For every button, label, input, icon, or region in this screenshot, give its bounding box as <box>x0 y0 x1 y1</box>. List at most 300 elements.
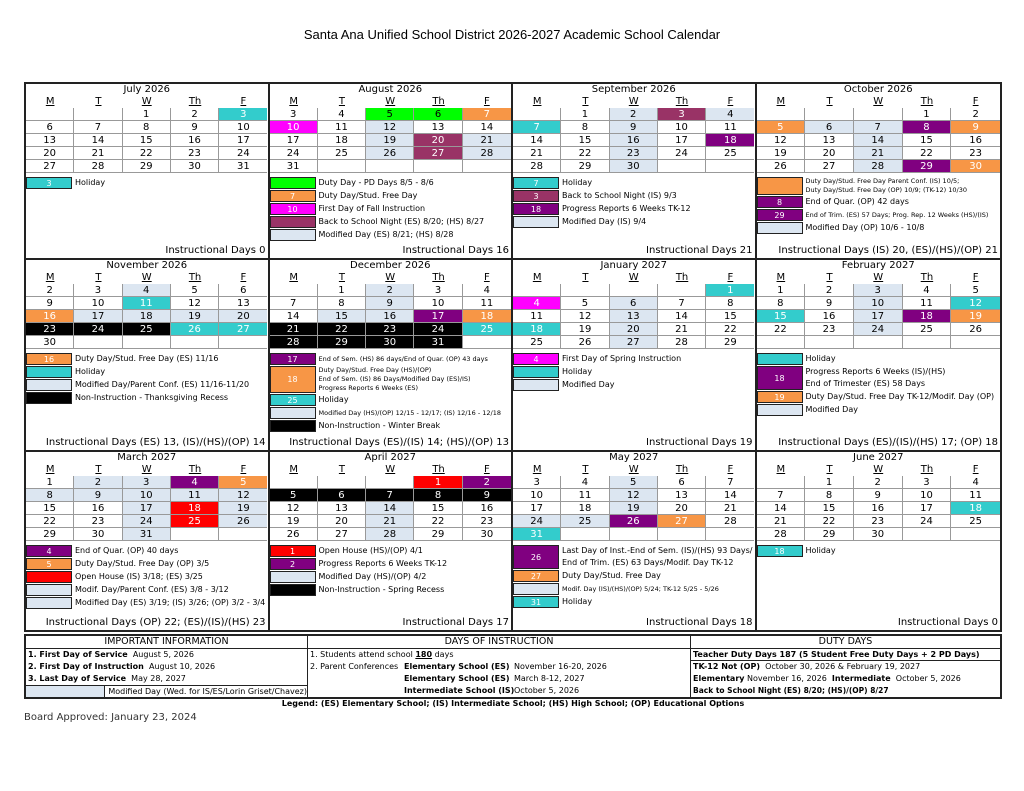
day-cell: 28 <box>854 160 903 173</box>
month-name: December 2026 <box>350 260 431 271</box>
legend-item <box>270 394 512 406</box>
instructional-days: Instructional Days 16 <box>402 245 509 256</box>
weekday-label: Th <box>432 272 445 283</box>
legend-swatch: 18 <box>270 366 316 393</box>
legend-item <box>757 222 1001 234</box>
day-cell: 13 <box>26 134 74 147</box>
day-cell: 26 <box>757 160 806 173</box>
date-3: October 5, 2026 <box>514 686 580 695</box>
day-cell: 12 <box>366 121 414 134</box>
day-cell: 4 <box>513 297 561 310</box>
weekday-label: M <box>776 464 786 475</box>
month-name: April 2027 <box>364 452 416 463</box>
legend-swatch: 17 <box>270 353 316 365</box>
day-cell: 9 <box>951 121 1000 134</box>
day-cell: 4 <box>903 284 952 297</box>
day-cell: 3 <box>414 284 462 297</box>
weekday-label: T <box>582 272 589 283</box>
day-cell: 12 <box>951 297 1000 310</box>
day-cell: 1 <box>805 476 854 489</box>
day-cell: 13 <box>219 297 267 310</box>
day-cell: 20 <box>414 134 462 147</box>
legend-item <box>270 216 512 228</box>
day-cell: 3 <box>854 284 903 297</box>
legend-item <box>26 584 268 596</box>
first-day-service-label: 1. First Day of Service <box>28 650 128 659</box>
day-cell: 23 <box>951 147 1000 160</box>
day-cell: 4 <box>123 284 171 297</box>
legend-item <box>513 596 755 608</box>
legend-text: Modified Day (IS) 9/4 <box>562 217 647 226</box>
month-legend <box>757 177 1001 244</box>
day-cell: 14 <box>658 310 706 323</box>
day-cell: 11 <box>171 489 219 502</box>
day-cell: 14 <box>757 502 806 515</box>
weekday-label: M <box>289 464 298 475</box>
week-row <box>26 528 268 541</box>
day-cell: 24 <box>270 147 318 160</box>
legend-item <box>513 216 755 228</box>
day-cell: 10 <box>658 121 706 134</box>
week-row <box>26 310 268 323</box>
day-cell: 3 <box>270 108 318 121</box>
day-cell <box>658 160 706 173</box>
legend-swatch <box>757 177 803 195</box>
legend-text: Holiday <box>562 178 593 187</box>
day-cell: 8 <box>561 121 609 134</box>
day-cell: 15 <box>757 310 806 323</box>
day-cell: 17 <box>854 310 903 323</box>
day-cell: 31 <box>123 528 171 541</box>
week-row <box>513 284 755 297</box>
day-cell: 4 <box>706 108 754 121</box>
last-day-service: May 28, 2027 <box>131 674 186 683</box>
weekday-label: F <box>727 272 734 283</box>
day-cell: 29 <box>561 160 609 173</box>
day-cell: 20 <box>318 515 366 528</box>
day-cell: 11 <box>706 121 754 134</box>
day-cell: 8 <box>414 489 462 502</box>
legend-swatch: 10 <box>270 203 316 215</box>
legend-item <box>757 366 1001 390</box>
day-cell: 27 <box>414 147 462 160</box>
weekday-label: F <box>727 464 734 475</box>
day-cell: 16 <box>854 502 903 515</box>
day-cell: 5 <box>951 284 1000 297</box>
day-cell: 17 <box>74 310 122 323</box>
day-cell: 7 <box>463 108 511 121</box>
weekday-label: Th <box>920 96 934 107</box>
parent-conferences-label: 2. Parent Conferences <box>310 662 399 671</box>
day-cell: 23 <box>805 323 854 336</box>
modified-day-swatch <box>26 686 105 697</box>
week-row <box>270 489 512 502</box>
day-cell <box>26 108 74 121</box>
legend-swatch <box>26 571 72 583</box>
week-row <box>270 336 512 349</box>
day-cell: 22 <box>706 323 754 336</box>
day-cell: 24 <box>414 323 462 336</box>
legend-text: Progress Reports 6 Weeks TK-12 <box>562 204 691 213</box>
day-cell: 19 <box>610 502 658 515</box>
week-row <box>513 147 755 160</box>
day-cell: 17 <box>219 134 267 147</box>
day-cell: 2 <box>951 108 1000 121</box>
day-cell: 8 <box>805 489 854 502</box>
month-legend <box>757 545 1001 616</box>
day-cell: 10 <box>513 489 561 502</box>
day-cell: 20 <box>658 502 706 515</box>
day-cell: 24 <box>854 323 903 336</box>
day-cell <box>318 476 366 489</box>
day-cell: 23 <box>26 323 74 336</box>
day-cell: 2 <box>171 108 219 121</box>
day-cell: 5 <box>366 108 414 121</box>
day-cell: 15 <box>561 134 609 147</box>
day-cell: 25 <box>463 323 511 336</box>
week-row <box>757 476 1001 489</box>
weekday-label: T <box>826 272 833 283</box>
day-cell: 15 <box>903 134 952 147</box>
day-cell: 15 <box>123 134 171 147</box>
legend-swatch <box>270 584 316 596</box>
legend-item <box>757 391 1001 403</box>
weekday-label: W <box>385 272 396 283</box>
last-day-service-label: 3. Last Day of Service <box>28 674 127 683</box>
day-cell: 1 <box>414 476 462 489</box>
day-cell: 9 <box>463 489 511 502</box>
school-2: Elementary School (ES) <box>404 674 510 683</box>
day-cell: 7 <box>757 489 806 502</box>
day-cell: 22 <box>805 515 854 528</box>
day-cell <box>513 108 561 121</box>
weekday-label: W <box>873 96 884 107</box>
month-october-2026 <box>757 84 1001 260</box>
day-cell: 1 <box>903 108 952 121</box>
legend-swatch: 3 <box>26 177 72 189</box>
day-cell: 2 <box>610 108 658 121</box>
legend-item <box>757 545 1001 557</box>
day-cell: 1 <box>561 108 609 121</box>
day-cell: 29 <box>805 528 854 541</box>
day-cell: 3 <box>74 284 122 297</box>
day-cell <box>219 336 267 349</box>
day-cell: 14 <box>270 310 318 323</box>
weekday-label: Th <box>188 96 202 107</box>
weekday-label: M <box>532 272 542 283</box>
weekday-label: M <box>45 96 55 107</box>
day-cell: 15 <box>318 310 366 323</box>
legend-swatch: 16 <box>26 353 72 365</box>
day-cell: 25 <box>513 336 561 349</box>
day-cell: 23 <box>74 515 122 528</box>
day-cell <box>561 528 609 541</box>
weekday-label: W <box>385 464 396 475</box>
day-cell: 31 <box>513 528 561 541</box>
week-row <box>26 515 268 528</box>
day-cell: 6 <box>219 284 267 297</box>
month-legend <box>270 177 512 244</box>
month-june-2027 <box>757 452 1001 630</box>
duty-days <box>691 636 1000 697</box>
day-cell: 21 <box>658 323 706 336</box>
legend-item <box>513 583 755 595</box>
day-cell: 16 <box>951 134 1000 147</box>
legend-item <box>270 420 512 432</box>
weekday-header <box>757 464 1001 476</box>
month-legend <box>757 353 1001 436</box>
weekday-label: W <box>628 272 639 283</box>
weekday-label: W <box>873 464 884 475</box>
day-cell: 19 <box>219 502 267 515</box>
day-cell <box>366 476 414 489</box>
legend-text: Holiday <box>75 367 106 376</box>
day-cell: 10 <box>219 121 267 134</box>
weekday-label: W <box>628 464 639 475</box>
instructional-days: Instructional Days 21 <box>646 245 753 256</box>
weekday-label: T <box>95 272 102 283</box>
legend-item <box>757 209 1001 221</box>
day-cell: 18 <box>513 323 561 336</box>
day-cell: 18 <box>463 310 511 323</box>
instructional-days: Instructional Days (ES)/(IS)/(HS) 17; (OP) 18 <box>778 437 998 448</box>
day-cell: 2 <box>463 476 511 489</box>
legend-item <box>270 558 512 570</box>
day-cell: 9 <box>366 297 414 310</box>
day-cell: 26 <box>219 515 267 528</box>
legend-text: Modified Day <box>562 380 615 389</box>
legend-item <box>26 571 268 583</box>
week-row <box>26 476 268 489</box>
day-cell: 2 <box>805 284 854 297</box>
day-cell: 7 <box>706 476 754 489</box>
day-cell: 7 <box>854 121 903 134</box>
day-cell: 10 <box>74 297 122 310</box>
legend-swatch: 29 <box>757 209 803 221</box>
weekday-label: T <box>826 96 833 107</box>
week-row <box>513 134 755 147</box>
week-row <box>26 323 268 336</box>
legend-text: End of Quar. (OP) 42 days <box>805 197 909 206</box>
day-cell: 19 <box>951 310 1000 323</box>
legend-text: Holiday <box>805 354 836 363</box>
attend-days: 180 <box>415 650 433 659</box>
day-cell: 20 <box>805 147 854 160</box>
day-cell: 4 <box>561 476 609 489</box>
legend-swatch <box>513 366 559 378</box>
day-cell: 5 <box>171 284 219 297</box>
day-cell: 21 <box>270 323 318 336</box>
weekday-header <box>757 96 1001 108</box>
month-name: May 2027 <box>609 452 659 463</box>
legend-swatch <box>270 216 316 228</box>
legend-swatch <box>513 583 559 595</box>
day-cell: 26 <box>366 147 414 160</box>
day-cell: 25 <box>123 323 171 336</box>
month-legend <box>513 545 755 616</box>
day-cell: 26 <box>951 323 1000 336</box>
day-cell: 15 <box>805 502 854 515</box>
day-cell <box>805 108 854 121</box>
week-row <box>513 489 755 502</box>
day-cell: 28 <box>513 160 561 173</box>
day-cell: 18 <box>318 134 366 147</box>
legend-swatch <box>270 420 316 432</box>
day-cell: 2 <box>74 476 122 489</box>
day-cell: 17 <box>658 134 706 147</box>
legend-swatch <box>26 584 72 596</box>
weekday-label: F <box>483 272 490 283</box>
legend-text: Open House (IS) 3/18; (ES) 3/25 <box>75 572 203 581</box>
day-cell: 6 <box>805 121 854 134</box>
legend-text: Duty Day/Stud. Free Day (OP) 3/5 <box>75 559 210 568</box>
weekday-label: F <box>972 272 979 283</box>
day-cell: 27 <box>658 515 706 528</box>
day-cell: 3 <box>123 476 171 489</box>
day-cell <box>951 336 1000 349</box>
day-cell: 23 <box>463 515 511 528</box>
legend-item <box>26 597 268 609</box>
day-cell: 11 <box>903 297 952 310</box>
weekday-label: M <box>45 464 55 475</box>
day-cell: 11 <box>463 297 511 310</box>
day-cell: 23 <box>366 323 414 336</box>
month-legend <box>26 177 268 244</box>
month-july-2026 <box>26 84 270 260</box>
day-cell <box>463 160 511 173</box>
day-cell: 11 <box>513 310 561 323</box>
legend-swatch: 27 <box>513 570 559 582</box>
page-title: Santa Ana Unified School District 2026-2027 Academic School Calendar <box>303 27 721 42</box>
day-cell: 6 <box>318 489 366 502</box>
legend-item <box>26 366 268 378</box>
day-cell: 5 <box>757 121 806 134</box>
day-cell: 30 <box>74 528 122 541</box>
weekday-header <box>270 464 512 476</box>
day-cell: 12 <box>219 489 267 502</box>
week-row <box>270 284 512 297</box>
week-row <box>513 336 755 349</box>
week-row <box>513 502 755 515</box>
weekday-label: M <box>289 96 298 107</box>
legend-item <box>513 203 755 215</box>
legend-item <box>270 366 512 393</box>
day-cell: 8 <box>903 121 952 134</box>
legend-item <box>270 584 512 596</box>
day-cell: 28 <box>74 160 122 173</box>
legend-swatch: 8 <box>757 196 803 208</box>
month-name: February 2027 <box>841 260 915 271</box>
weekday-label: F <box>483 96 490 107</box>
legend-item <box>513 190 755 202</box>
week-row <box>270 297 512 310</box>
tk12-dates: October 30, 2026 & February 19, 2027 <box>765 662 921 671</box>
weekday-header <box>757 272 1001 284</box>
day-cell <box>366 160 414 173</box>
weekday-header <box>513 96 755 108</box>
day-cell: 17 <box>513 502 561 515</box>
day-cell: 14 <box>706 489 754 502</box>
legend-item <box>270 190 512 202</box>
legend-text: Duty Day/Stud. Free Day TK-12/Modif. Day (OP) <box>805 392 995 401</box>
legend-swatch <box>26 366 72 378</box>
week-row <box>270 528 512 541</box>
weekday-label: F <box>972 96 979 107</box>
day-cell: 2 <box>366 284 414 297</box>
legend-text: Non-Instruction - Winter Break <box>318 421 441 430</box>
day-cell: 16 <box>171 134 219 147</box>
legend-text: Duty Day/Stud. Free Day Parent Conf. (IS) 10/5; Duty Day/Stud. Free Day (OP) 10/9; (TK-12) 10/30 <box>805 177 967 194</box>
weekday-header <box>513 272 755 284</box>
day-cell: 1 <box>757 284 806 297</box>
legend-swatch: 7 <box>513 177 559 189</box>
day-cell: 17 <box>903 502 952 515</box>
day-cell: 27 <box>805 160 854 173</box>
day-cell: 29 <box>414 528 462 541</box>
day-cell: 19 <box>171 310 219 323</box>
legend-item <box>757 404 1001 416</box>
week-row <box>513 121 755 134</box>
legend-item <box>513 177 755 189</box>
day-cell: 9 <box>610 121 658 134</box>
day-cell: 22 <box>414 515 462 528</box>
week-row <box>757 121 1001 134</box>
legend-text: Progress Reports 6 Weeks (IS)/(HS) End of Trimester (ES) 58 Days <box>805 367 946 388</box>
legend-item <box>270 571 512 583</box>
instructional-days: Instructional Days (OP) 22; (ES)/(IS)/(HS) 23 <box>45 617 266 628</box>
legend-text: Modified Day (OP) 10/6 - 10/8 <box>805 223 925 232</box>
day-cell <box>123 336 171 349</box>
month-name: October 2026 <box>843 84 913 95</box>
week-row <box>757 336 1001 349</box>
day-cell: 21 <box>757 515 806 528</box>
day-cell <box>74 108 122 121</box>
day-cell: 21 <box>463 134 511 147</box>
week-row <box>270 121 512 134</box>
weekday-header <box>270 96 512 108</box>
day-cell: 28 <box>270 336 318 349</box>
month-name: January 2027 <box>600 260 668 271</box>
day-cell: 21 <box>74 147 122 160</box>
weekday-label: Th <box>920 464 934 475</box>
week-row <box>270 147 512 160</box>
day-cell: 21 <box>854 147 903 160</box>
legend-text: Duty Day/Stud. Free Day (HS)/(OP) End of Sem. (IS) 86 Days/Modified Day (ES)/IS) Progress Reports 6 Weeks (ES) <box>318 366 471 392</box>
legend-text: Modified Day (ES) 3/19; (IS) 3/26; (OP) 3/2 - 3/4 <box>75 598 266 607</box>
day-cell: 24 <box>219 147 267 160</box>
instructional-days: Instructional Days (ES)/(IS) 14; (HS)/(OP) 13 <box>289 437 509 448</box>
month-legend <box>513 353 755 436</box>
day-cell: 29 <box>123 160 171 173</box>
week-row <box>757 515 1001 528</box>
legend-text: Non-Instruction - Spring Recess <box>318 585 445 594</box>
legend-text: Duty Day/Stud. Free Day <box>318 191 418 200</box>
day-cell: 30 <box>610 160 658 173</box>
day-cell <box>463 336 511 349</box>
day-cell: 11 <box>951 489 1000 502</box>
weekday-label: T <box>338 272 345 283</box>
day-cell: 18 <box>706 134 754 147</box>
legend-text: Modif. Day (IS)/(HS)/(OP) 5/24; TK-12 5/25 - 5/26 <box>562 584 719 593</box>
day-cell: 27 <box>610 336 658 349</box>
weekday-label: T <box>95 96 102 107</box>
month-september-2026 <box>513 84 757 260</box>
legend-swatch: 2 <box>270 558 316 570</box>
weekday-label: T <box>582 464 589 475</box>
week-row <box>757 323 1001 336</box>
legend-swatch <box>270 177 316 189</box>
duty-header: DUTY DAYS <box>691 636 1000 649</box>
